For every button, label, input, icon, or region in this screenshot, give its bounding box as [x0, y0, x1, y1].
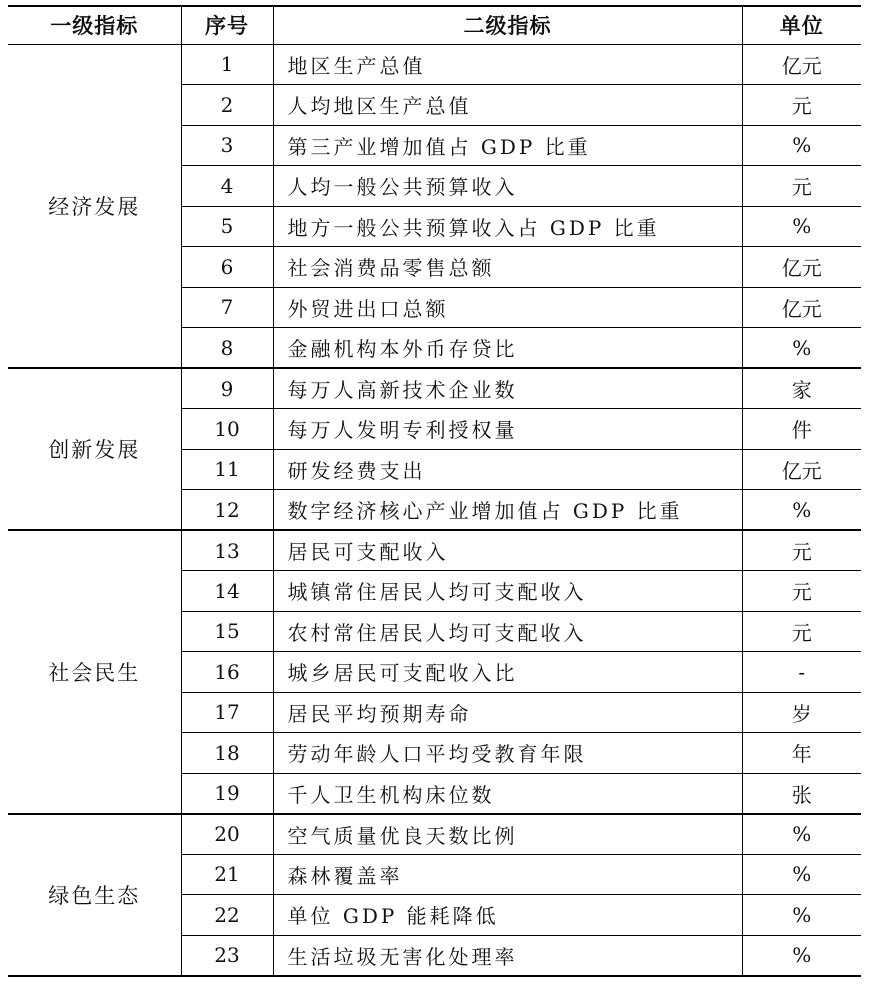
- seq-cell: 1: [181, 44, 273, 85]
- seq-cell: 11: [181, 449, 273, 490]
- level2-indicator: 地方一般公共预算收入占 GDP 比重: [273, 206, 742, 247]
- level2-indicator: 劳动年龄人口平均受教育年限: [273, 733, 742, 774]
- header-unit: 单位: [742, 6, 861, 44]
- header-level2: 二级指标: [273, 6, 742, 44]
- unit-cell: %: [742, 935, 861, 976]
- level2-indicator: 数字经济核心产业增加值占 GDP 比重: [273, 490, 742, 531]
- header-row: [8, 6, 861, 44]
- unit-cell: %: [742, 206, 861, 247]
- unit-cell: -: [742, 652, 861, 693]
- seq-cell: 3: [181, 125, 273, 166]
- unit-cell: 亿元: [742, 247, 861, 288]
- level2-indicator: 千人卫生机构床位数: [273, 773, 742, 814]
- unit-cell: 元: [742, 85, 861, 126]
- seq-cell: 9: [181, 368, 273, 409]
- seq-cell: 23: [181, 935, 273, 976]
- unit-cell: 岁: [742, 692, 861, 733]
- unit-cell: 张: [742, 773, 861, 814]
- header-level1: 一级指标: [8, 6, 181, 44]
- seq-cell: 18: [181, 733, 273, 774]
- unit-cell: 亿元: [742, 449, 861, 490]
- unit-cell: 亿元: [742, 287, 861, 328]
- seq-cell: 19: [181, 773, 273, 814]
- table-body: [8, 44, 861, 976]
- level1-indicator: 创新发展: [8, 368, 181, 530]
- seq-cell: 2: [181, 85, 273, 126]
- unit-cell: 元: [742, 166, 861, 207]
- seq-cell: 4: [181, 166, 273, 207]
- level2-indicator: 人均地区生产总值: [273, 85, 742, 126]
- unit-cell: %: [742, 125, 861, 166]
- table-row: [8, 814, 861, 855]
- level2-indicator: 农村常住居民人均可支配收入: [273, 611, 742, 652]
- unit-cell: %: [742, 814, 861, 855]
- unit-cell: %: [742, 328, 861, 369]
- seq-cell: 21: [181, 854, 273, 895]
- seq-cell: 20: [181, 814, 273, 855]
- level2-indicator: 居民平均预期寿命: [273, 692, 742, 733]
- unit-cell: 元: [742, 530, 861, 571]
- unit-cell: 家: [742, 368, 861, 409]
- level2-indicator: 生活垃圾无害化处理率: [273, 935, 742, 976]
- level2-indicator: 每万人高新技术企业数: [273, 368, 742, 409]
- level2-indicator: 城乡居民可支配收入比: [273, 652, 742, 693]
- level2-indicator: 森林覆盖率: [273, 854, 742, 895]
- level2-indicator: 城镇常住居民人均可支配收入: [273, 571, 742, 612]
- unit-cell: 件: [742, 409, 861, 450]
- seq-cell: 14: [181, 571, 273, 612]
- level2-indicator: 第三产业增加值占 GDP 比重: [273, 125, 742, 166]
- seq-cell: 10: [181, 409, 273, 450]
- level1-indicator: 社会民生: [8, 530, 181, 814]
- level1-indicator: 绿色生态: [8, 814, 181, 976]
- unit-cell: %: [742, 854, 861, 895]
- level2-indicator: 研发经费支出: [273, 449, 742, 490]
- seq-cell: 17: [181, 692, 273, 733]
- seq-cell: 7: [181, 287, 273, 328]
- seq-cell: 16: [181, 652, 273, 693]
- table-row: [8, 44, 861, 85]
- unit-cell: %: [742, 490, 861, 531]
- unit-cell: 元: [742, 611, 861, 652]
- seq-cell: 22: [181, 895, 273, 936]
- seq-cell: 6: [181, 247, 273, 288]
- seq-cell: 5: [181, 206, 273, 247]
- level2-indicator: 社会消费品零售总额: [273, 247, 742, 288]
- unit-cell: 年: [742, 733, 861, 774]
- table-row: [8, 530, 861, 571]
- level2-indicator: 人均一般公共预算收入: [273, 166, 742, 207]
- level2-indicator: 地区生产总值: [273, 44, 742, 85]
- header-seq: 序号: [181, 6, 273, 44]
- unit-cell: %: [742, 895, 861, 936]
- level2-indicator: 外贸进出口总额: [273, 287, 742, 328]
- seq-cell: 15: [181, 611, 273, 652]
- seq-cell: 12: [181, 490, 273, 531]
- level2-indicator: 每万人发明专利授权量: [273, 409, 742, 450]
- level2-indicator: 居民可支配收入: [273, 530, 742, 571]
- table-row: [8, 368, 861, 409]
- level2-indicator: 金融机构本外币存贷比: [273, 328, 742, 369]
- seq-cell: 8: [181, 328, 273, 369]
- unit-cell: 亿元: [742, 44, 861, 85]
- level2-indicator: 空气质量优良天数比例: [273, 814, 742, 855]
- level2-indicator: 单位 GDP 能耗降低: [273, 895, 742, 936]
- indicator-table: [8, 5, 861, 977]
- unit-cell: 元: [742, 571, 861, 612]
- seq-cell: 13: [181, 530, 273, 571]
- level1-indicator: 经济发展: [8, 44, 181, 368]
